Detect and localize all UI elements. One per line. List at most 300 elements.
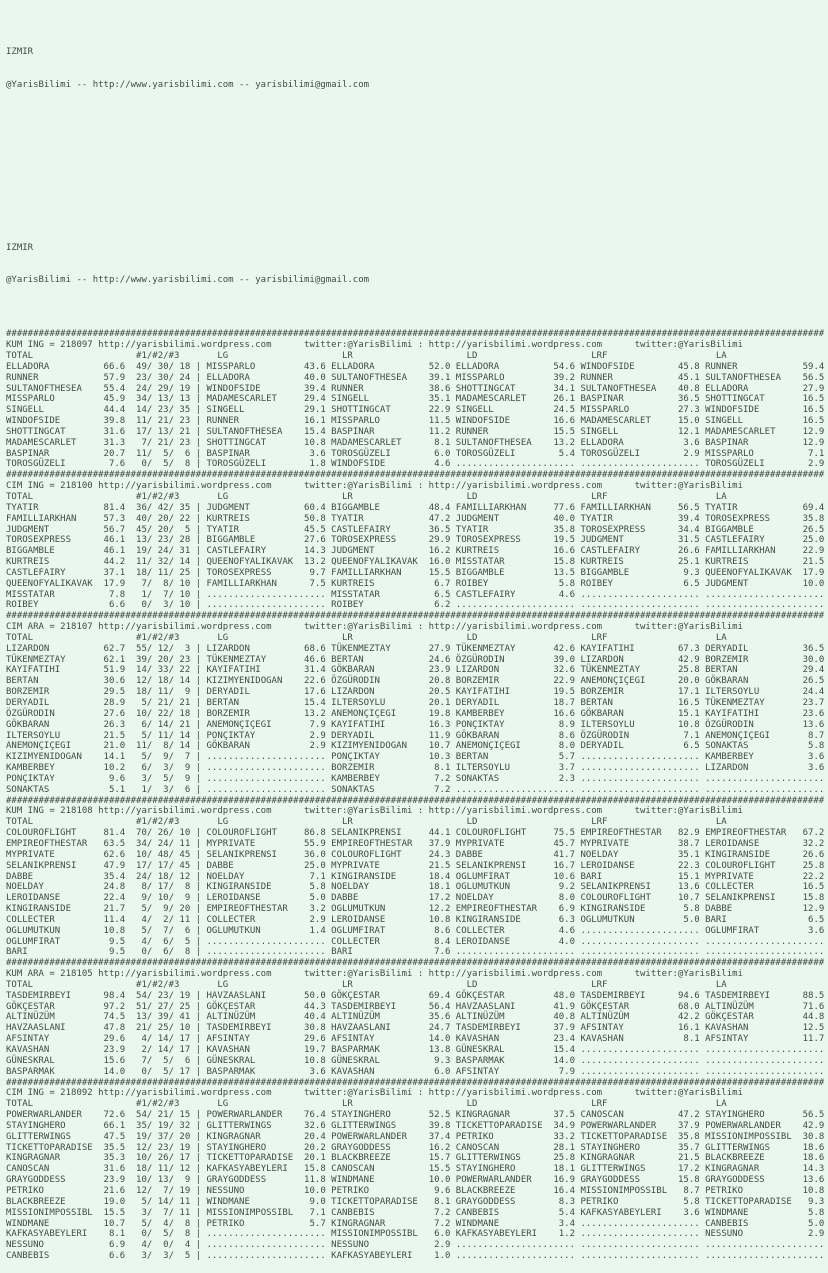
table-row: [6, 1164, 828, 1175]
lr-rank-horse: LIZARDON: [331, 687, 424, 698]
lrf-rank-cell: [580, 427, 699, 437]
lr-rank-cell: [331, 427, 450, 437]
lg-rank-horse: GÖKÇESTAR: [206, 1001, 299, 1012]
ld-rank-value: 3.7: [547, 763, 576, 774]
lr-rank-value: 10.7: [423, 741, 451, 752]
lr-rank-horse: KAYIFATIHI: [331, 719, 424, 730]
total-value: 9.5: [98, 936, 126, 947]
lrf-rank-horse: MISSPARLO: [580, 405, 673, 416]
la-rank-value: 6.5: [797, 914, 825, 925]
lr-rank-horse: BERTAN: [331, 654, 424, 665]
city-label: IZMIR: [6, 242, 34, 253]
table-row: [6, 373, 828, 384]
ld-rank-value: 34.9: [547, 1120, 576, 1131]
section-separator: #######################################################################################################################################################: [6, 470, 825, 481]
lr-rank-value: 24.3: [423, 849, 451, 860]
lrf-rank-horse: KAFKASYABEYLERI: [580, 1207, 673, 1218]
la-rank-cell: [705, 362, 824, 372]
la-rank-horse: COLOUROFLIGHT: [705, 860, 798, 871]
la-rank-horse: ALTINÜZÜM: [705, 1001, 798, 1012]
column-divider: |: [190, 513, 207, 524]
la-rank-cell: [705, 687, 824, 697]
lg-rank-cell: [207, 872, 326, 882]
la-rank-cell: [705, 503, 824, 513]
la-rank-value: 25.8: [797, 860, 825, 871]
horse-name: ROIBEY: [6, 600, 99, 611]
table-row: [6, 709, 828, 720]
horse-name: KAMBERBEY: [6, 763, 99, 774]
la-rank-value: 24.4: [797, 687, 825, 698]
ld-rank-value: 41.7: [547, 849, 576, 860]
lrf-rank-cell: [580, 1153, 699, 1163]
la-rank-cell: [705, 741, 824, 751]
table-row: [6, 1143, 828, 1154]
la-rank-horse: TYATIR: [705, 502, 798, 513]
lg-rank-value: 19.7: [298, 1045, 326, 1055]
lg-empty-placeholder: ......................: [206, 773, 326, 784]
lr-rank-value: 16.0: [423, 557, 451, 568]
table-row: [6, 872, 828, 883]
place-counts: 40/ 20/ 22: [125, 513, 191, 524]
horse-name: AFSINTAY: [6, 1034, 99, 1045]
place-counts: 45/ 20/ 5: [125, 524, 191, 535]
lrf-rank-cell: [580, 1164, 699, 1174]
total-value: 81.4: [98, 502, 126, 513]
lrf-rank-horse: ELLADORA: [580, 437, 673, 448]
ld-rank-horse: DABBE: [455, 849, 548, 860]
horse-name: SINGELL: [6, 405, 99, 416]
lr-rank-horse: STAYINGHERO: [331, 1110, 424, 1121]
lr-rank-value: 13.8: [423, 1045, 451, 1055]
lr-rank-cell: [331, 1012, 450, 1022]
lr-rank-cell: [331, 546, 450, 556]
ld-rank-cell: [456, 1067, 575, 1077]
ld-rank-value: 4.6: [547, 589, 576, 600]
ld-rank-cell: [456, 394, 575, 404]
lr-rank-horse: KAFKASYABEYLERI: [331, 1251, 424, 1262]
col-header-lr: LR: [341, 817, 467, 828]
lrf-rank-value: 34.4: [672, 524, 700, 535]
column-divider: |: [190, 936, 207, 947]
la-empty-placeholder: ......................: [705, 936, 825, 947]
ld-rank-horse: TOROSEXPRESS: [455, 535, 548, 546]
lrf-rank-cell: [580, 416, 699, 426]
ld-rank-horse: PETRIKO: [455, 1131, 548, 1142]
lr-rank-horse: ÖZGÜRODIN: [331, 676, 424, 687]
lg-rank-value: 76.4: [298, 1110, 326, 1121]
column-divider: |: [190, 1164, 207, 1175]
ld-rank-horse: BASPARMAK: [455, 1055, 548, 1066]
lrf-rank-horse: STAYINGHERO: [580, 1142, 673, 1153]
horse-name: ILTERSOYLU: [6, 730, 99, 741]
lrf-rank-horse: EMPIREOFTHESTAR: [580, 828, 673, 839]
lg-rank-value: 11.8: [298, 1175, 326, 1186]
lr-rank-horse: GÖKÇESTAR: [331, 990, 424, 1001]
la-rank-horse: TICKETTOPARADISE: [705, 1196, 798, 1207]
ld-rank-cell: [456, 915, 575, 925]
place-counts: 10/ 22/ 18: [125, 708, 191, 719]
column-divider: |: [190, 990, 207, 1001]
column-divider: |: [190, 1153, 207, 1164]
total-value: 14.1: [98, 752, 126, 763]
table-row: [6, 839, 828, 850]
table-row: [6, 1208, 828, 1219]
lr-rank-horse: QUEENOFYALIKAVAK: [331, 557, 424, 568]
lr-rank-value: 10.3: [423, 752, 451, 763]
lrf-rank-cell: [580, 503, 699, 513]
lg-rank-value: 13.2: [298, 708, 326, 719]
total-value: 45.9: [98, 394, 126, 405]
lg-rank-cell: [207, 384, 326, 394]
total-value: 21.0: [98, 741, 126, 752]
column-divider: |: [190, 1001, 207, 1012]
lg-rank-cell: [207, 676, 326, 686]
la-rank-cell: [705, 698, 824, 708]
place-counts: 3/ 5/ 9: [125, 773, 191, 784]
column-header-row: [6, 351, 828, 362]
section-separator: #######################################################################################################################################################: [6, 611, 825, 622]
lg-rank-value: 30.8: [298, 1023, 326, 1034]
total-value: 26.3: [98, 719, 126, 730]
total-value: 28.9: [98, 698, 126, 708]
lrf-rank-horse: KAYIFATIHI: [580, 643, 673, 654]
ld-empty-placeholder: ......................: [455, 600, 576, 611]
lg-rank-horse: BASPINAR: [206, 448, 299, 459]
lr-rank-value: 7.2: [423, 784, 451, 795]
table-row: [6, 720, 828, 731]
column-divider: |: [190, 947, 207, 958]
lr-rank-horse: MADAMESCARLET: [331, 437, 424, 448]
lr-rank-horse: EMPIREOFTHESTAR: [331, 838, 424, 849]
blog-url: http://yarisbilimi.wordpress.com: [428, 340, 603, 351]
lg-rank-horse: GÖKBARAN: [206, 741, 299, 752]
ld-rank-horse: SINGELL: [455, 405, 548, 416]
ld-rank-horse: MADAMESCARLET: [455, 394, 548, 405]
la-rank-value: 56.5: [797, 372, 825, 383]
table-row: [6, 590, 828, 601]
lr-rank-value: 35.1: [423, 394, 451, 405]
lr-rank-horse: BIGGAMBLE: [331, 502, 424, 513]
la-rank-value: 18.6: [797, 1142, 825, 1153]
ld-rank-horse: BERTAN: [455, 752, 548, 763]
place-counts: 21/ 25/ 10: [125, 1023, 191, 1034]
blank-line: [6, 178, 828, 189]
lr-rank-cell: [331, 731, 450, 741]
la-rank-cell: [705, 1110, 824, 1120]
table-row: [6, 1056, 828, 1067]
la-rank-cell: [705, 557, 824, 567]
ld-rank-cell: [456, 655, 575, 665]
ld-rank-horse: KURTREIS: [455, 546, 548, 557]
lg-rank-value: 29.1: [298, 405, 326, 416]
lr-rank-value: 47.2: [423, 513, 451, 524]
ld-rank-value: 45.7: [547, 838, 576, 849]
lrf-empty-placeholder: ......................: [580, 1055, 700, 1066]
total-value: 5.1: [98, 784, 126, 795]
column-divider: |: [190, 838, 207, 849]
ld-rank-value: 15.4: [547, 1045, 576, 1055]
lr-rank-value: 4.6: [423, 459, 451, 470]
lr-rank-value: 6.2: [423, 600, 451, 611]
twitter-handle: twitter:@YarisBilimi: [634, 481, 743, 492]
ld-rank-value: 77.6: [547, 502, 576, 513]
lr-rank-value: 20.1: [423, 698, 451, 708]
place-counts: 3/ 3/ 5: [125, 1251, 191, 1262]
place-counts: 0/ 5/ 8: [125, 1229, 191, 1240]
column-divider: |: [190, 643, 207, 654]
lg-rank-value: 10.8: [298, 1055, 326, 1066]
la-rank-cell: [705, 991, 824, 1001]
lr-rank-value: 8.6: [423, 925, 451, 936]
lrf-rank-value: 16.5: [672, 698, 700, 708]
la-rank-cell: [705, 1002, 824, 1012]
table-row: [6, 947, 828, 958]
ld-rank-cell: [456, 741, 575, 751]
la-rank-horse: ELLADORA: [705, 383, 798, 394]
table-row: [6, 394, 828, 405]
lr-rank-cell: [331, 579, 450, 589]
la-rank-value: 3.6: [797, 925, 825, 936]
table-row: [6, 1251, 828, 1262]
ld-rank-horse: MYPRIVATE: [455, 838, 548, 849]
total-value: 66.6: [98, 361, 126, 372]
lr-rank-cell: [331, 1219, 450, 1229]
horse-name: GÖKBARAN: [6, 719, 99, 730]
place-counts: 14/ 33/ 22: [125, 665, 191, 676]
horse-name: MYPRIVATE: [6, 849, 99, 860]
lg-rank-value: 40.4: [298, 1012, 326, 1023]
lg-rank-value: 7.9: [298, 719, 326, 730]
place-counts: 1/ 3/ 6: [125, 784, 191, 795]
lr-rank-value: 16.2: [423, 546, 451, 557]
lr-rank-horse: DABBE: [331, 893, 424, 904]
place-counts: 11/ 21/ 23: [125, 416, 191, 427]
lg-rank-cell: [207, 503, 326, 513]
ld-rank-cell: [456, 1164, 575, 1174]
la-rank-value: 10.0: [797, 578, 825, 589]
ld-rank-value: 40.8: [547, 1012, 576, 1023]
place-counts: 7/ 21/ 23: [125, 437, 191, 448]
lrf-rank-horse: POWERWARLANDER: [580, 1120, 673, 1131]
ld-rank-value: 14.0: [547, 1055, 576, 1066]
lrf-rank-cell: [580, 828, 699, 838]
lg-rank-horse: MISSIONIMPOSSIBL: [206, 1207, 299, 1218]
table-row: [6, 882, 828, 893]
race-code: KUM ING = 218097: [6, 340, 99, 351]
lr-rank-cell: [331, 1121, 450, 1131]
lr-rank-horse: MISSPARLO: [331, 416, 424, 427]
lr-rank-cell: [331, 590, 450, 600]
lg-rank-horse: SELANIKPRENSI: [206, 849, 299, 860]
lg-rank-cell: [207, 568, 326, 578]
lrf-empty-placeholder: ......................: [580, 947, 700, 958]
col-header-la: LA: [715, 351, 727, 361]
ld-rank-value: 5.7: [547, 752, 576, 763]
lrf-rank-value: 9.3: [672, 567, 700, 578]
ld-rank-cell: [456, 763, 575, 773]
total-value: 62.7: [98, 643, 126, 654]
lg-rank-horse: SINGELL: [206, 405, 299, 416]
lrf-rank-cell: [580, 893, 699, 903]
lr-rank-horse: ROIBEY: [331, 600, 424, 611]
lr-rank-cell: [331, 752, 450, 762]
table-row: [6, 557, 828, 568]
lrf-rank-horse: FAMILLIARKHAN: [580, 502, 673, 513]
lrf-rank-value: 3.6: [672, 1207, 700, 1218]
lrf-rank-cell: [580, 362, 699, 372]
ld-rank-value: 4.6: [547, 925, 576, 936]
la-rank-value: 3.6: [797, 752, 825, 763]
lg-rank-value: 2.9: [298, 914, 326, 925]
lg-rank-value: 20.4: [298, 1131, 326, 1142]
place-counts: 23/ 30/ 24: [125, 372, 191, 383]
ld-rank-cell: [456, 1002, 575, 1012]
ld-rank-horse: OGLUMUTKUN: [455, 882, 548, 893]
column-divider: |: [190, 459, 207, 470]
place-counts: 34/ 13/ 13: [125, 394, 191, 405]
la-rank-horse: LIZARDON: [705, 763, 798, 774]
total-value: 10.2: [98, 763, 126, 774]
lr-rank-cell: [331, 1002, 450, 1012]
lrf-rank-value: 26.6: [672, 546, 700, 557]
lg-rank-horse: KURTREIS: [206, 513, 299, 524]
lrf-rank-cell: [580, 373, 699, 383]
lr-rank-cell: [331, 937, 450, 947]
horse-name: MISSTATAR: [6, 589, 99, 600]
la-rank-cell: [705, 926, 824, 936]
total-value: 57.3: [98, 513, 126, 524]
ld-rank-horse: RUNNER: [455, 426, 548, 437]
la-rank-horse: ÖZGÜRODIN: [705, 719, 798, 730]
lr-rank-cell: [331, 394, 450, 404]
la-rank-horse: TOROSGÜZELI: [705, 459, 798, 470]
la-rank-cell: [705, 872, 824, 882]
blog-url: http://yarisbilimi.wordpress.com: [98, 340, 272, 351]
lg-rank-horse: SULTANOFTHESEA: [206, 426, 299, 437]
la-empty-placeholder: ......................: [705, 589, 825, 600]
lr-rank-horse: GÜNESKRAL: [331, 1055, 424, 1066]
lr-rank-cell: [331, 709, 450, 719]
column-divider: |: [190, 394, 207, 405]
ld-rank-horse: ELLADORA: [455, 361, 548, 372]
col-header-la: LA: [715, 1099, 727, 1110]
place-counts: 54/ 21/ 15: [125, 1110, 191, 1121]
lr-rank-horse: TOROSGÜZELI: [331, 448, 424, 459]
lr-rank-cell: [331, 373, 450, 383]
la-rank-value: 15.8: [797, 893, 825, 904]
lrf-rank-horse: GÖKÇESTAR: [580, 1001, 673, 1012]
lrf-rank-value: 31.5: [672, 535, 700, 546]
ld-rank-horse: COLLECTER: [455, 925, 548, 936]
lrf-rank-horse: WINDOFSIDE: [580, 361, 673, 372]
col-header-total: TOTAL: [6, 351, 137, 361]
la-rank-value: 16.5: [797, 405, 825, 416]
total-value: 23.9: [98, 1175, 126, 1186]
ld-rank-horse: ANEMONÇIÇEGI: [455, 741, 548, 752]
lg-rank-value: 15.4: [298, 426, 326, 437]
la-empty-placeholder: ......................: [705, 1055, 825, 1066]
total-value: 62.6: [98, 849, 126, 860]
lrf-rank-value: 42.9: [672, 654, 700, 665]
la-rank-horse: BASPINAR: [705, 437, 798, 448]
lg-rank-horse: TOROSGÜZELI: [206, 459, 299, 470]
place-counts: 3/ 7/ 11: [125, 1207, 191, 1218]
lr-rank-cell: [331, 600, 450, 610]
ld-rank-cell: [456, 926, 575, 936]
ld-rank-cell: [456, 1175, 575, 1185]
horse-name: BASPARMAK: [6, 1066, 99, 1077]
lrf-rank-value: 38.7: [672, 838, 700, 849]
horse-name: ALTINÜZÜM: [6, 1012, 99, 1023]
lr-rank-value: 27.9: [423, 643, 451, 654]
lrf-empty-placeholder: ......................: [580, 1251, 700, 1262]
lr-rank-horse: CANBEBIS: [331, 1207, 424, 1218]
horse-name: CANBEBIS: [6, 1251, 99, 1262]
ld-rank-horse: TICKETTOPARADISE: [455, 1120, 548, 1131]
total-value: 30.6: [98, 676, 126, 687]
ld-rank-horse: SONAKTAS: [455, 773, 548, 784]
total-value: 6.6: [98, 1251, 126, 1262]
column-header-row: [6, 817, 828, 828]
ld-rank-horse: KAYIFATIHI: [455, 687, 548, 698]
col-header-la: LA: [715, 979, 727, 990]
race-code: KUM ING = 218108: [6, 806, 99, 817]
place-counts: 35/ 19/ 32: [125, 1120, 191, 1131]
lr-rank-cell: [331, 1240, 450, 1250]
lr-rank-value: 38.6: [423, 383, 451, 394]
total-value: 72.6: [98, 1110, 126, 1121]
lg-rank-cell: [207, 546, 326, 556]
lg-rank-cell: [207, 1164, 326, 1174]
lr-rank-horse: KAVASHAN: [331, 1066, 424, 1077]
blog-url: http://yarisbilimi.wordpress.com: [428, 481, 603, 492]
horse-name: COLOUROFLIGHT: [6, 828, 99, 839]
column-divider: |: [190, 1066, 207, 1077]
ld-rank-cell: [456, 568, 575, 578]
lrf-rank-cell: [580, 1197, 699, 1207]
lr-rank-cell: [331, 568, 450, 578]
lg-rank-horse: JUDGMENT: [206, 502, 299, 513]
lrf-rank-horse: BASPINAR: [580, 394, 673, 405]
la-rank-horse: KAYIFATIHI: [705, 708, 798, 719]
ld-rank-value: 8.6: [547, 730, 576, 741]
la-rank-cell: [705, 1023, 824, 1033]
section-kum-ing-218097: [6, 329, 828, 470]
lr-rank-cell: [331, 1208, 450, 1218]
la-rank-horse: AFSINTAY: [705, 1034, 798, 1045]
ld-rank-horse: FAMILLIARKHAN: [455, 502, 548, 513]
place-counts: 5/ 9/ 7: [125, 752, 191, 763]
lr-rank-cell: [331, 449, 450, 459]
lg-rank-cell: [207, 1153, 326, 1163]
horse-name: SELANIKPRENSI: [6, 860, 99, 871]
lrf-rank-cell: [580, 525, 699, 535]
table-row: [6, 449, 828, 460]
lrf-empty-placeholder: ......................: [580, 936, 700, 947]
total-value: 47.9: [98, 860, 126, 871]
ld-rank-horse: KAMBERBEY: [455, 708, 548, 719]
place-counts: 6/ 3/ 9: [125, 763, 191, 774]
la-rank-value: 21.5: [797, 557, 825, 568]
lrf-rank-cell: [580, 665, 699, 675]
lg-rank-cell: [207, 514, 326, 524]
total-value: 22.4: [98, 893, 126, 904]
total-value: 15.6: [98, 1055, 126, 1066]
la-rank-value: 26.5: [797, 676, 825, 687]
lr-rank-horse: OGLUMFIRAT: [331, 925, 424, 936]
lg-rank-horse: BERTAN: [206, 698, 299, 708]
ld-rank-cell: [456, 709, 575, 719]
